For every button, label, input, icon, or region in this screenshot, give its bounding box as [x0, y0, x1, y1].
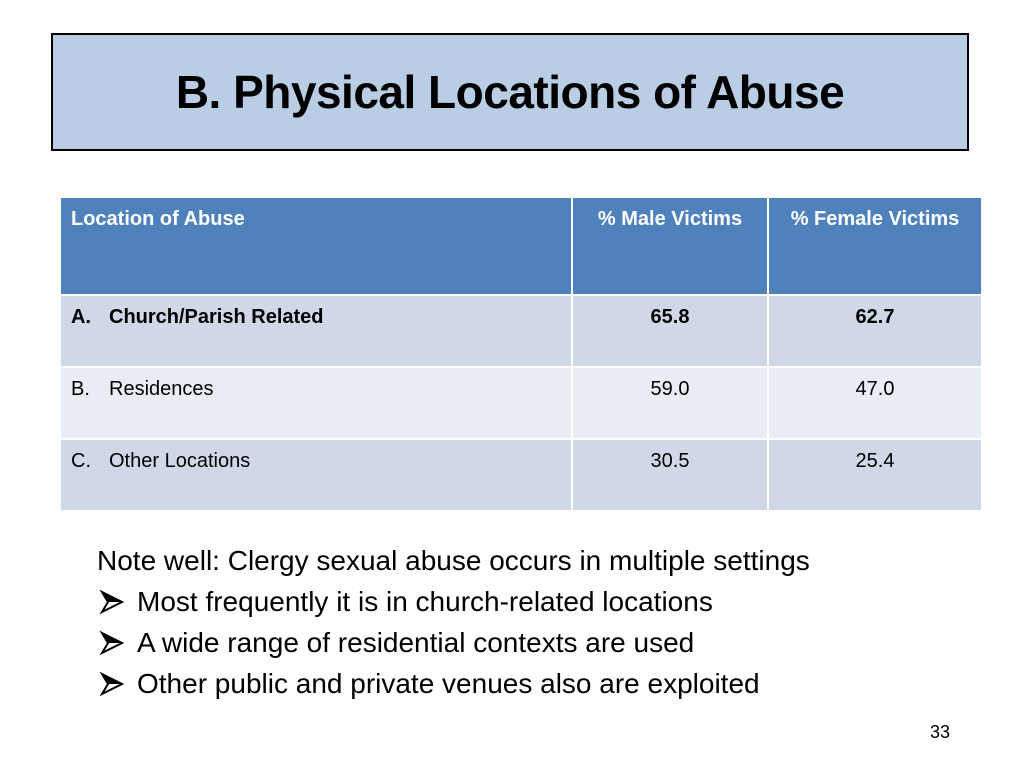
location-cell	[60, 439, 572, 511]
bullet-text: A wide range of residential contexts are used	[137, 627, 695, 658]
table-row	[60, 295, 982, 367]
bullet-text: Most frequently it is in church-related locations	[137, 586, 713, 617]
bullet-item	[97, 622, 957, 663]
header-male-victims: % Male Victims	[572, 197, 768, 295]
male-value: 59.0	[572, 367, 768, 439]
bullet-item	[97, 663, 957, 704]
notes-block	[97, 540, 957, 704]
page-number: 33	[930, 722, 951, 742]
arrow-bullet-icon	[99, 630, 125, 656]
location-label: Residences	[109, 378, 214, 400]
abuse-locations-table	[59, 196, 983, 512]
note-intro: Note well: Clergy sexual abuse occurs in multiple settings	[97, 545, 810, 576]
table-row	[60, 439, 982, 511]
bullet-text: Other public and private venues also are exploited	[137, 668, 760, 699]
header-location: Location of Abuse	[60, 197, 572, 295]
female-value: 25.4	[768, 439, 982, 511]
row-letter: B.	[71, 378, 90, 400]
male-value: 30.5	[572, 439, 768, 511]
slide-title: B. Physical Locations of Abuse	[175, 66, 845, 118]
bullet-item	[97, 581, 957, 622]
arrow-bullet-icon	[99, 671, 125, 697]
header-female-victims: % Female Victims	[768, 197, 982, 295]
arrow-bullet-icon	[99, 589, 125, 615]
location-label: Church/Parish Related	[109, 306, 324, 328]
title-box	[51, 33, 969, 151]
male-value: 65.8	[572, 295, 768, 367]
row-letter: A.	[71, 306, 91, 328]
female-value: 62.7	[768, 295, 982, 367]
table-header-row	[60, 197, 982, 295]
location-cell	[60, 295, 572, 367]
row-letter: C.	[71, 450, 91, 472]
location-label: Other Locations	[109, 450, 251, 472]
table-row	[60, 367, 982, 439]
location-cell	[60, 367, 572, 439]
female-value: 47.0	[768, 367, 982, 439]
